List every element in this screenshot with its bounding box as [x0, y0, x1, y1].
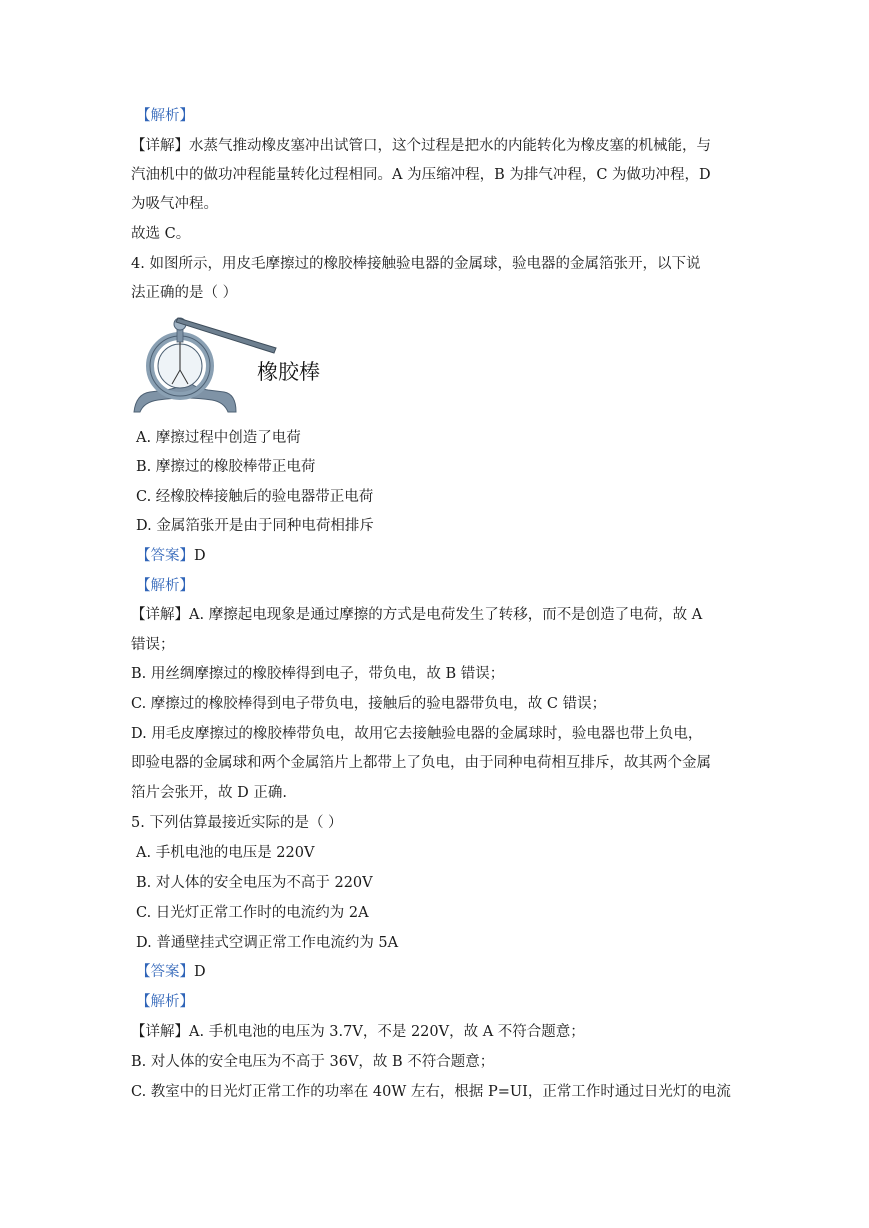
detail-tag: 【详解】 — [131, 138, 189, 154]
detail-paragraph-line: C. 教室中的日光灯正常工作的功率在 40W 左右，根据 P=UI，正常工作时通过日光灯的电流 — [131, 1084, 731, 1100]
answer-value: D — [194, 548, 206, 564]
detail-paragraph-line: 错误； — [131, 637, 175, 653]
answer-tag: 【答案】 — [136, 548, 194, 564]
option-a: A. 手机电池的电压是 220V — [136, 845, 315, 861]
detail-paragraph-line: 汽油机中的做功冲程能量转化过程相同。A 为压缩冲程，B 为排气冲程，C 为做功冲程，D — [131, 167, 711, 183]
detail-paragraph-line: C. 摩擦过的橡胶棒得到电子带负电，接触后的验电器带负电，故 C 错误； — [131, 696, 607, 712]
detail-tag: 【详解】 — [131, 607, 189, 623]
answer-tag: 【答案】 — [136, 964, 194, 980]
detail-paragraph-line: 即验电器的金属球和两个金属箔片上都带上了负电，由于同种电荷相互排斥，故其两个金属 — [131, 755, 711, 771]
detail-paragraph-line: 为吸气冲程。 — [131, 196, 218, 212]
question-4-stem: 4. 如图所示，用皮毛摩擦过的橡胶棒接触验电器的金属球，验电器的金属箔张开，以下说 — [131, 256, 701, 272]
analysis-heading: 【解析】 — [136, 108, 194, 124]
analysis-heading: 【解析】 — [136, 994, 194, 1010]
detail-paragraph-line: B. 对人体的安全电压为不高于 36V，故 B 不符合题意； — [131, 1054, 495, 1070]
option-b: B. 对人体的安全电压为不高于 220V — [136, 875, 373, 891]
conclusion-line: 故选 C。 — [131, 226, 191, 242]
option-c: C. 日光灯正常工作时的电流约为 2A — [136, 905, 369, 921]
detail-paragraph-line: B. 用丝绸摩擦过的橡胶棒得到电子，带负电，故 B 错误； — [131, 666, 505, 682]
detail-paragraph-line: D. 用毛皮摩擦过的橡胶棒带负电，故用它去接触验电器的金属球时，验电器也带上负电， — [131, 726, 703, 742]
detail-paragraph-line: 【详解】水蒸气推动橡皮塞冲出试管口，这个过程是把水的内能转化为橡皮塞的机械能，与 — [131, 138, 711, 154]
option-a: A. 摩擦过程中创造了电荷 — [136, 430, 301, 446]
rubber-rod-label: 橡胶棒 — [257, 360, 320, 384]
question-4-stem: 法正确的是（ ） — [131, 285, 238, 301]
detail-paragraph-line: 箔片会张开，故 D 正确. — [131, 785, 287, 801]
detail-paragraph-line: 【详解】A. 摩擦起电现象是通过摩擦的方式是电荷发生了转移，而不是创造了电荷，故 A — [131, 607, 703, 623]
answer-line — [136, 546, 206, 566]
detail-paragraph-line: 【详解】A. 手机电池的电压为 3.7V，不是 220V，故 A 不符合题意； — [131, 1024, 585, 1040]
answer-line — [136, 962, 206, 982]
option-d: D. 金属箔张开是由于同种电荷相排斥 — [136, 518, 374, 534]
detail-tag: 【详解】 — [131, 1024, 189, 1040]
question-5-stem: 5. 下列估算最接近实际的是（ ） — [131, 815, 343, 831]
analysis-heading: 【解析】 — [136, 578, 194, 594]
option-d: D. 普通壁挂式空调正常工作电流约为 5A — [136, 935, 399, 951]
option-b: B. 摩擦过的橡胶棒带正电荷 — [136, 459, 316, 475]
answer-value: D — [194, 964, 206, 980]
option-c: C. 经橡胶棒接触后的验电器带正电荷 — [136, 489, 374, 505]
